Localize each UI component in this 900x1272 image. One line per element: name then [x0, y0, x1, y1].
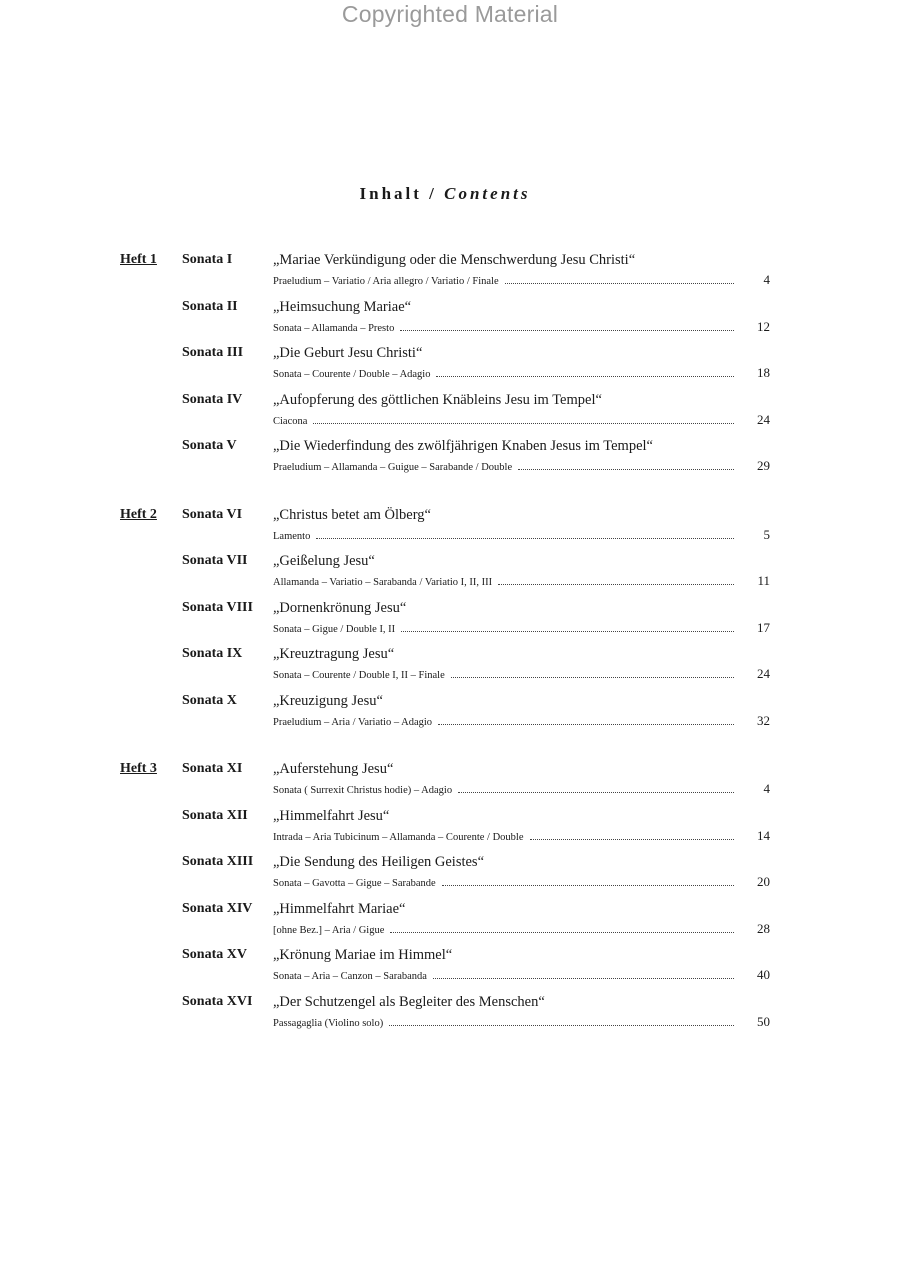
toc-entry: [120, 551, 770, 598]
sonata-number: Sonata XVI: [182, 993, 253, 1009]
sonata-title: „Kreuztragung Jesu“: [273, 646, 395, 662]
movements-row: [273, 781, 770, 797]
heading-german: Inhalt /: [359, 184, 445, 203]
sonata-title: „Geißelung Jesu“: [273, 553, 375, 569]
page-number: 20: [757, 874, 770, 889]
toc-entry: [120, 598, 770, 645]
sonata-movements: Sonata – Gigue / Double I, II: [273, 623, 396, 635]
page-number: 17: [757, 619, 770, 635]
sonata-number: Sonata XIII: [182, 854, 254, 869]
toc-entry: [120, 343, 770, 390]
dot-leader: [401, 623, 734, 632]
sonata-title: „Himmelfahrt Mariae“: [273, 900, 406, 917]
dot-leader: [316, 530, 734, 539]
page-number: 4: [763, 781, 770, 796]
sonata-movements: Allamanda – Variatio – Sarabanda / Variatio I, II, III: [273, 577, 493, 588]
movements-row: [273, 272, 770, 288]
page-number: 18: [757, 365, 770, 380]
page-number: 11: [757, 573, 770, 588]
movements-row: [273, 967, 770, 983]
toc-entry: [120, 852, 770, 899]
sonata-movements: Sonata – Aria – Canzon – Sarabanda: [273, 971, 427, 982]
sonata-movements: Intrada – Aria Tubicinum – Allamanda – Courente / Double: [273, 831, 524, 843]
sonata-number: Sonata V: [182, 438, 237, 453]
page-heading: [0, 184, 890, 204]
movements-row: [273, 1014, 770, 1030]
page-number: 24: [757, 411, 770, 427]
sonata-title: „Krönung Mariae im Himmel“: [273, 947, 453, 963]
sonata-number: Sonata I: [182, 252, 233, 267]
toc-entry: [120, 759, 770, 806]
sonata-title: „Aufopferung des göttlichen Knäbleins Jesu im Tempel“: [273, 391, 602, 408]
dot-leader: [505, 275, 734, 284]
sonata-title: „Himmelfahrt Jesu“: [273, 807, 390, 824]
toc-entry: [120, 806, 770, 853]
heading-english: Contents: [444, 184, 531, 203]
sonata-number: Sonata X: [182, 692, 237, 708]
sonata-movements: Sonata – Courente / Double I, II – Finale: [273, 670, 445, 681]
toc-entry: [120, 436, 770, 483]
sonata-title: „Die Sendung des Heiligen Geistes“: [273, 854, 485, 870]
sonata-title: „Kreuzigung Jesu“: [273, 692, 383, 709]
page-number: 4: [763, 272, 770, 287]
dot-leader: [530, 831, 734, 840]
dot-leader: [451, 669, 734, 678]
heft-label: Heft 1: [120, 252, 157, 267]
heft-label: Heft 3: [120, 761, 157, 776]
toc-entry: [120, 691, 770, 738]
movements-row: [273, 458, 770, 474]
heft-group: [120, 250, 770, 483]
page-number: 28: [757, 920, 770, 936]
dot-leader: [313, 415, 734, 424]
movements-row: [273, 527, 770, 543]
sonata-movements: Praeludium – Aria / Variatio – Adagio: [273, 716, 433, 728]
sonata-number: Sonata XIV: [182, 900, 253, 916]
heft-label: Heft 2: [120, 506, 157, 522]
sonata-number: Sonata VII: [182, 553, 248, 568]
sonata-movements: [ohne Bez.] – Aria / Gigue: [273, 924, 385, 936]
dot-leader: [390, 924, 734, 933]
dot-leader: [498, 576, 734, 585]
sonata-movements: Praeludium – Allamanda – Guigue – Sarabande / Double: [273, 462, 513, 473]
sonata-movements: Sonata – Courente / Double – Adagio: [273, 369, 431, 380]
sonata-number: Sonata IX: [182, 646, 243, 661]
toc-entry: [120, 250, 770, 297]
page-number: 40: [757, 967, 770, 982]
movements-row: [273, 573, 770, 589]
dot-leader: [442, 877, 734, 886]
sonata-number: Sonata XV: [182, 947, 247, 962]
sonata-title: „Auferstehung Jesu“: [273, 761, 394, 777]
dot-leader: [400, 322, 734, 331]
sonata-number: Sonata XI: [182, 761, 243, 776]
dot-leader: [518, 461, 734, 470]
page-number: 14: [757, 827, 770, 843]
heft-group: [120, 505, 770, 738]
sonata-title: „Die Wiederfindung des zwölfjährigen Knaben Jesus im Tempel“: [273, 438, 653, 454]
table-of-contents: [120, 250, 770, 1060]
movements-row: [273, 713, 770, 729]
sonata-number: Sonata VIII: [182, 599, 253, 615]
toc-entry: [120, 992, 770, 1039]
page-number: 29: [757, 458, 770, 473]
sonata-title: „Christus betet am Ölberg“: [273, 506, 431, 523]
dot-leader: [438, 716, 734, 725]
movements-row: [273, 365, 770, 381]
sonata-title: „Mariae Verkündigung oder die Menschwerdung Jesu Christi“: [273, 252, 636, 268]
dot-leader: [433, 970, 734, 979]
copyright-watermark: Copyrighted Material: [341, 1, 559, 27]
movements-row: [273, 319, 770, 335]
toc-entry: [120, 390, 770, 437]
sonata-title: „Die Geburt Jesu Christi“: [273, 345, 423, 361]
sonata-title: „Der Schutzengel als Begleiter des Menschen“: [273, 993, 545, 1010]
sonata-movements: Sonata – Gavotta – Gigue – Sarabande: [273, 878, 436, 889]
sonata-number: Sonata III: [182, 345, 244, 360]
dot-leader: [458, 784, 734, 793]
sonata-movements: Praeludium – Variatio / Aria allegro / Variatio / Finale: [273, 276, 499, 287]
movements-row: [273, 412, 770, 428]
page-number: 32: [757, 712, 770, 728]
movements-row: [273, 874, 770, 890]
heft-group: [120, 759, 770, 1038]
toc-entry: [120, 644, 770, 691]
page-number: 5: [763, 526, 770, 542]
page-number: 12: [757, 318, 770, 334]
sonata-title: „Dornenkrönung Jesu“: [273, 599, 407, 616]
sonata-number: Sonata XII: [182, 807, 248, 823]
sonata-movements: Lamento: [273, 530, 311, 542]
sonata-movements: Ciacona: [273, 415, 308, 427]
movements-row: [273, 828, 770, 844]
movements-row: [273, 666, 770, 682]
sonata-movements: Sonata ( Surrexit Christus hodie) – Adagio: [273, 785, 453, 796]
sonata-movements: Sonata – Allamanda – Presto: [273, 322, 395, 334]
sonata-number: Sonata II: [182, 298, 238, 314]
toc-entry: [120, 945, 770, 992]
movements-row: [273, 921, 770, 937]
sonata-number: Sonata VI: [182, 506, 243, 522]
sonata-title: „Heimsuchung Mariae“: [273, 298, 412, 315]
toc-entry: [120, 899, 770, 946]
sonata-number: Sonata IV: [182, 391, 243, 407]
dot-leader: [436, 368, 734, 377]
page-number: 50: [757, 1013, 770, 1029]
movements-row: [273, 620, 770, 636]
dot-leader: [389, 1017, 734, 1026]
sonata-movements: Passagaglia (Violino solo): [273, 1017, 384, 1029]
page-number: 24: [757, 666, 770, 681]
toc-entry: [120, 505, 770, 552]
toc-entry: [120, 297, 770, 344]
